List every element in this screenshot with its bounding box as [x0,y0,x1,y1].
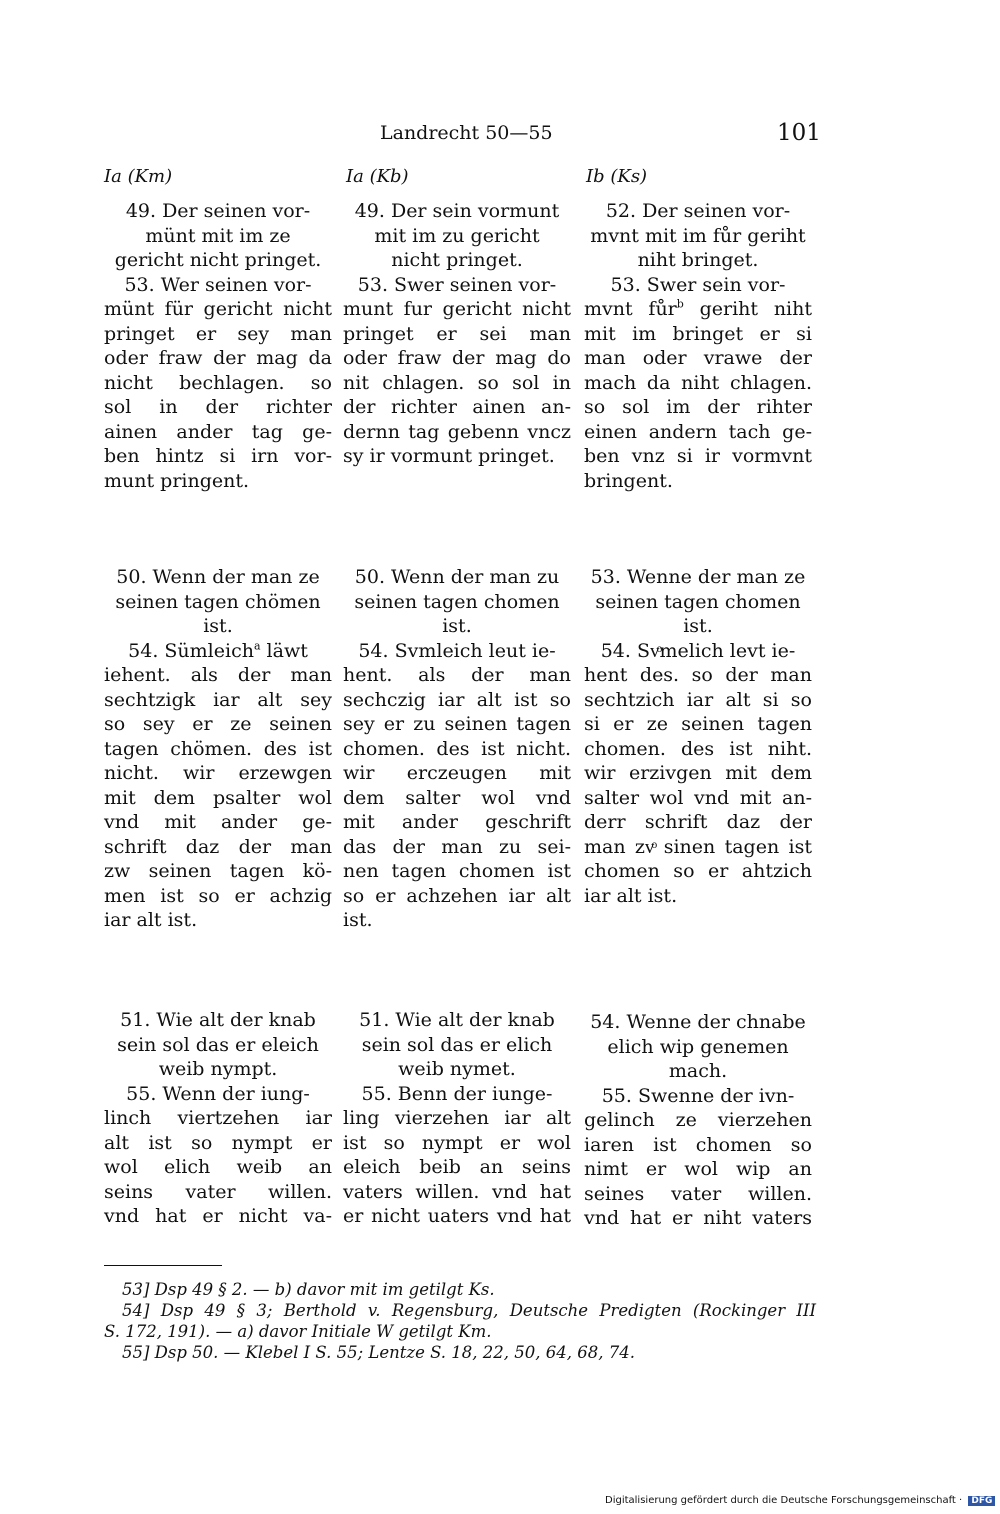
text-line: iehent. als der man [104,664,332,686]
chapter-title: weib nympt. [158,1058,278,1080]
text-line [104,639,332,664]
text-line: ben vnz si ir vormvnt [584,445,812,467]
text-line: nimt er wol wip an [584,1158,812,1180]
text-line: das der man zu sei- [343,835,571,858]
column-heading-ib-ks: Ib (Ks) [586,166,648,187]
text-line: pringet er sey man [104,322,332,345]
text-line [584,297,812,322]
text-block-2-49 [343,199,571,469]
text-line: nicht. wir erzewgen [104,762,332,784]
text-line: men ist so er achzig [104,884,332,907]
text-line: mit dem psalter wol [104,786,332,809]
chapter-title: 50. Wenn der man ze [116,566,320,588]
text-line: mach da niht chlagen. [584,371,812,394]
footnote-marker: b [676,297,684,311]
footnote-rule [104,1265,222,1266]
text-line: ist. [343,909,373,931]
text-line: so sol im der rihter [584,396,812,418]
text-line: munt pringent. [104,469,250,492]
chapter-title: 51. Wie alt der knab [359,1009,555,1031]
text-line: wir erzivgen mit dem [584,762,812,784]
chapter-title: elich wip genemen [607,1035,789,1058]
text-line: nicht bechlagen. so [104,371,332,394]
text-line: sol in der richter [104,396,332,418]
text-line: ling vierzehen iar alt [343,1107,571,1129]
column-heading-ia-km: Ia (Km) [104,166,173,187]
column-heading-ia-kb: Ia (Kb) [346,166,409,187]
text-line: eleich beib an seins [343,1156,571,1178]
chapter-title: mit im zu gericht [374,224,540,247]
running-head: Landrecht 50—55 [380,122,553,144]
chapter-title: nicht pringet. [391,249,523,271]
chapter-title: sein sol das er elich [361,1033,553,1056]
text-line: derr schrift daz der [584,811,812,833]
text-line: 55. Swenne der ivn- [601,1084,795,1107]
text-fragment: läwt [260,639,308,662]
text-line: alt ist so nympt er [104,1131,332,1154]
text-line: wol elich weib an [104,1156,332,1178]
text-line: dernn tag gebenn vncz [343,420,571,443]
chapter-title: seinen tagen chomen [354,590,560,613]
digitization-text: Digitalisierung gefördert durch die Deutsche Forschungsgemeinschaft [605,1495,956,1506]
text-block-1-49 [104,199,332,493]
text-block-2-51 [343,1008,571,1229]
text-line: ben hintz si irn vor- [104,445,332,467]
digitization-note: Digitalisierung gefördert durch die Deutsche Forschungsgemeinschaft · DFG [605,1495,995,1506]
text-line: sy ir vormunt pringet. [343,445,555,467]
text-line: mit im bringet er si [584,322,812,345]
text-line: münt für gericht nicht [104,298,332,320]
text-line: oder fraw der mag da [104,347,332,369]
text-block-3-53 [584,565,812,908]
text-line: 55. Benn der iunge- [361,1082,553,1105]
text-line: 54. Svmleich leut ie- [358,639,556,662]
chapter-title: 51. Wie alt der knab [120,1009,316,1031]
text-line: nit chlagen. so sol in [343,371,571,394]
text-fragment: geriht niht [683,298,813,320]
text-line: dem salter wol vnd [343,786,571,809]
text-block-3-54 [584,1010,812,1231]
text-line: einen andern tach ge- [584,420,812,443]
text-line: iar alt ist. [584,884,678,907]
chapter-title: ist. [203,615,233,637]
text-line: chomen. des ist niht. [584,737,812,760]
chapter-title: seinen tagen chömen [115,590,321,613]
text-line: seins vater willen. [104,1180,332,1203]
text-line: iaren ist chomen so [584,1133,812,1156]
chapter-title: ist. [442,615,472,637]
chapter-title: münt mit im ze [145,224,291,247]
text-line: hent des. so der man [584,664,812,686]
text-line: mit ander geschrift [343,811,571,833]
text-line: vaters willen. vnd hat [343,1180,571,1203]
text-line: 53. Swer sein vor- [610,273,786,296]
text-line: vnd hat er niht vaters [584,1207,812,1229]
chapter-title: 53. Wenne der man ze [590,566,806,588]
text-line: sechtzich iar alt si so [584,688,812,711]
text-line: si er ze seinen tagen [584,713,812,735]
text-line: sey er zu seinen tagen [343,713,571,735]
text-line: salter wol vnd mit an- [584,786,812,809]
text-line: oder fraw der mag do [343,347,571,369]
text-line: gelinch ze vierzehen [584,1109,812,1131]
text-line: wir erczeugen mit [343,762,571,784]
text-block-1-50 [104,565,332,933]
footnote-54-cont: S. 172, 191). — a) davor Initiale W getilgt Km. [104,1322,492,1341]
text-line: seines vater willen. [584,1182,812,1205]
text-line: pringet er sei man [343,322,571,345]
text-line: vnd mit ander ge- [104,811,332,833]
text-block-1-51 [104,1008,332,1229]
chapter-title: sein sol das er eleich [117,1033,319,1056]
footnote-55: 55] Dsp 50. — Klebel I S. 55; Lentze S. 18, 22, 50, 64, 68, 74. [122,1343,635,1362]
text-line: ist so nympt er wol [343,1131,571,1154]
text-line: so er achzehen iar alt [343,884,571,907]
text-line: munt fur gericht nicht [343,298,571,320]
text-line: tagen chömen. des ist [104,737,332,760]
chapter-title: mvnt mit im fůr geriht [590,224,806,247]
text-fragment: 54. Sümleich [128,639,254,662]
footnote-54: 54] Dsp 49 § 3; Berthold v. Regensburg, Deutsche Predigten (Rockinger III [122,1301,816,1320]
footnote-marker: a [253,639,261,653]
text-line: chomen. des ist nicht. [343,737,571,760]
chapter-title: 50. Wenn der man zu [354,566,560,588]
text-line: schrift daz der man [104,835,332,858]
text-line: bringent. [584,469,673,492]
footnote-53: 53] Dsp 49 § 2. — b) davor mit im getilgt Ks. [122,1280,495,1299]
text-line: so sey er ze seinen [104,713,332,735]
chapter-title: mach. [668,1060,728,1082]
text-line: hent. als der man [343,664,571,686]
text-line: iar alt ist. [104,909,198,931]
text-line: chomen so er ahtzich [584,860,812,882]
text-line: 53. Wer seinen vor- [124,273,312,296]
text-block-3-52 [584,199,812,493]
chapter-title: 52. Der seinen vor- [605,200,791,222]
footnotes [104,1279,816,1363]
text-line: 54. Svͦmelich levt ie- [600,639,796,662]
text-line: man oder vrawe der [584,347,812,369]
chapter-title: ist. [683,615,713,637]
text-line: sechczig iar alt ist so [343,688,571,711]
text-line: vnd hat er nicht va- [104,1205,332,1227]
text-line: 53. Swer seinen vor- [357,273,557,296]
text-line: ainen ander tag ge- [104,420,332,443]
text-line: linch viertzehen iar [104,1107,332,1129]
page-number: 101 [777,120,821,146]
chapter-title: niht bringet. [637,249,759,271]
text-fragment: mvnt fůr [584,298,677,320]
chapter-title: 49. Der seinen vor- [125,200,311,222]
chapter-title: seinen tagen chomen [595,590,801,613]
text-line: zw seinen tagen kö- [104,860,332,882]
text-line: nen tagen chomen ist [343,860,571,882]
dfg-logo: DFG [968,1496,995,1506]
text-line: sechtzigk iar alt sey [104,688,332,711]
chapter-title: 49. Der sein vormunt [354,200,560,222]
chapter-title: gericht nicht pringet. [114,249,322,271]
text-block-2-50 [343,565,571,933]
text-line: 55. Wenn der iung- [126,1082,310,1105]
text-line: der richter ainen an- [343,396,571,418]
chapter-title: 54. Wenne der chnabe [590,1011,806,1033]
chapter-title: weib nymet. [398,1058,516,1080]
text-line: man zvͦ sinen tagen ist [584,835,812,858]
text-line: er nicht uaters vnd hat [343,1205,571,1227]
